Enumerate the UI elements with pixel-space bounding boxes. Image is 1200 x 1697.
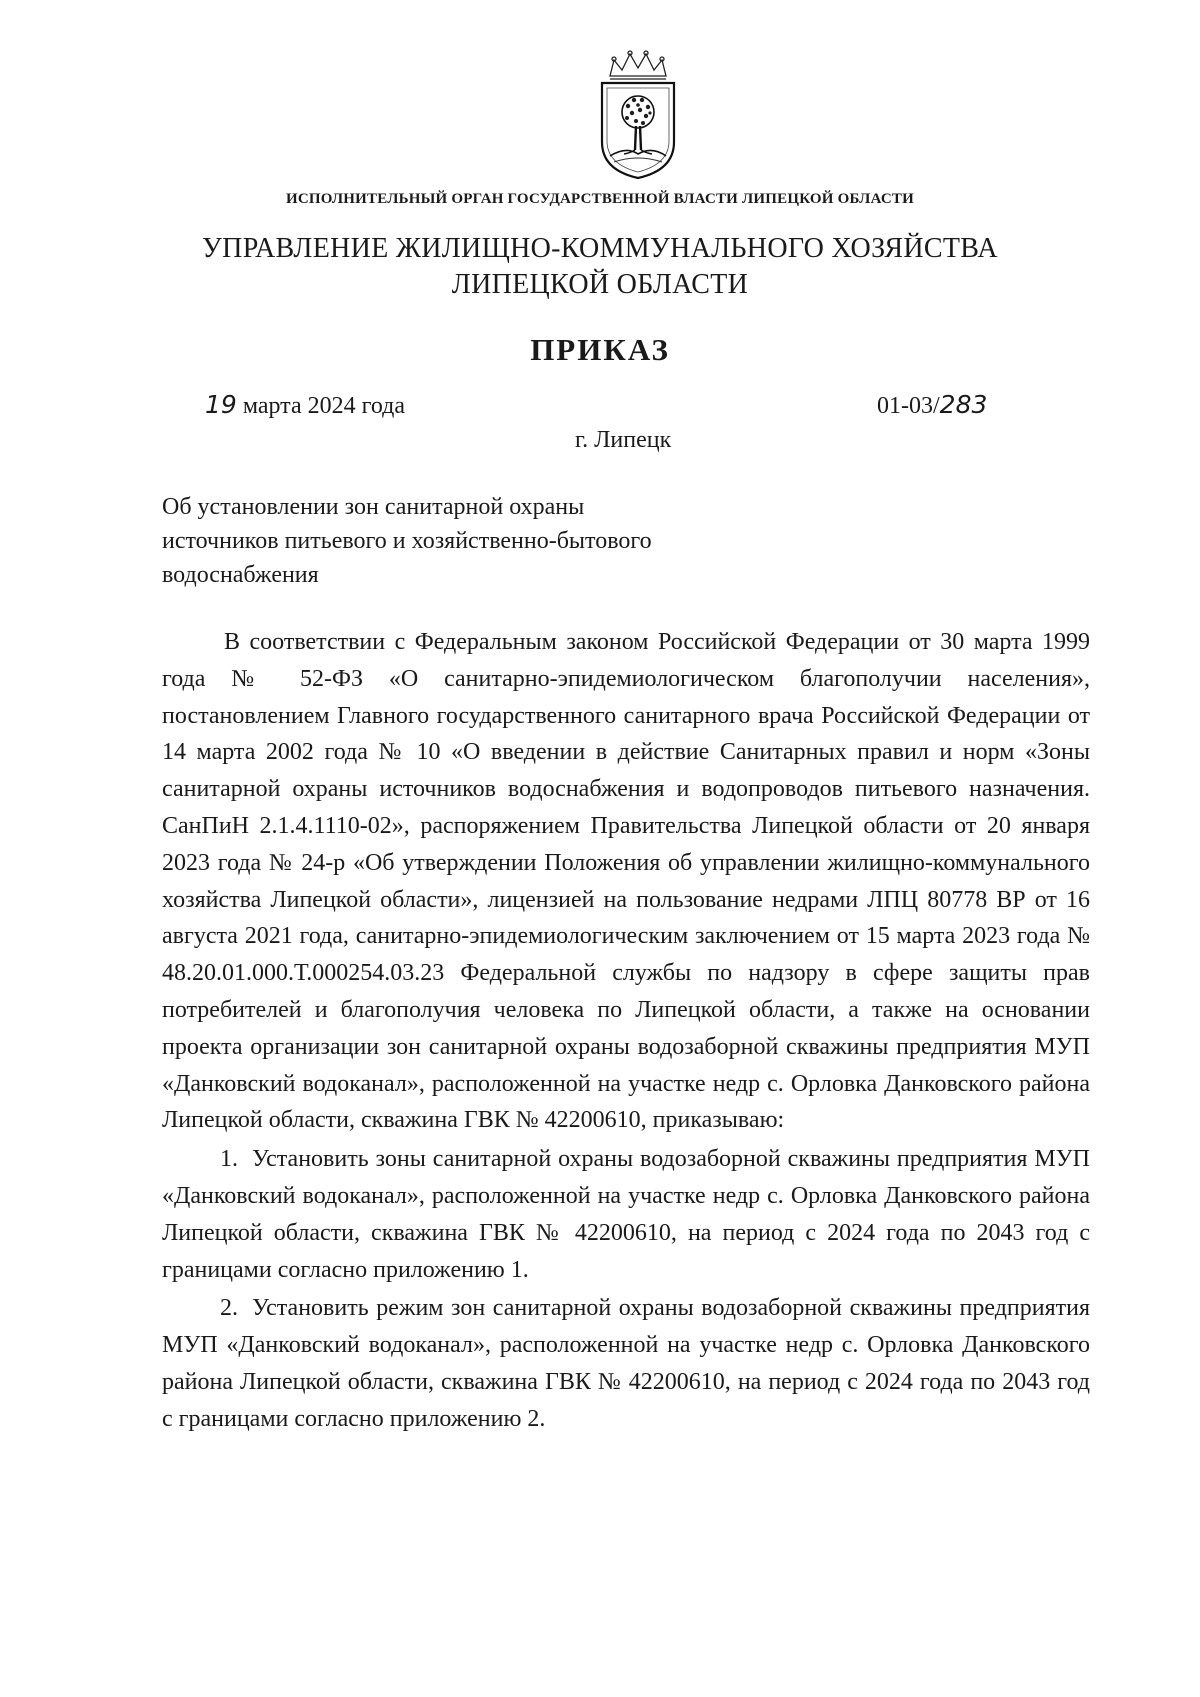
number-prefix: 01-03/ (877, 393, 940, 419)
subject-line1: Об установлении зон санитарной охраны (162, 494, 585, 520)
handwritten-date-day: 19 (205, 390, 237, 419)
date-text: марта 2024 года (236, 393, 406, 419)
handwritten-number: 283 (939, 390, 988, 419)
department-name-line1: УПРАВЛЕНИЕ ЖИЛИЩНО-КОММУНАЛЬНОГО ХОЗЯЙСТВА (202, 233, 998, 264)
document-date (205, 390, 405, 420)
order-item-1 (162, 1141, 1090, 1288)
document-subject (162, 490, 782, 592)
organization-name: ИСПОЛНИТЕЛЬНЫЙ ОРГАН ГОСУДАРСТВЕННОЙ ВЛАСТИ ЛИПЕЦКОЙ ОБЛАСТИ (286, 191, 914, 207)
subject-line2: источников питьевого и хозяйственно-бытового (162, 528, 652, 554)
coat-of-arms-icon (596, 50, 680, 180)
order-item-number: 1. (220, 1146, 238, 1173)
order-item-text: Установить режим зон санитарной охраны водозаборной скважины предприятия МУП «Данковский водоканал», расположенной на участке недр с. Орловка Данковского района Липецкой области, скважина ГВК № 42200610, на период с 2024 года по 2043 год с границами согласно приложению 2. (162, 1295, 1090, 1432)
document-number (877, 390, 987, 420)
document-body (162, 624, 1090, 1438)
subject-line3: водоснабжения (162, 562, 319, 588)
order-item-2 (162, 1290, 1090, 1437)
document-type-title: ПРИКАЗ (530, 332, 670, 367)
order-item-text: Установить зоны санитарной охраны водозаборной скважины предприятия МУП «Данковский водоканал», расположенной на участке недр с. Орловка Данковского района Липецкой области, скважина ГВК № 42200610, на период с 2024 года по 2043 год с границами согласно приложению 1. (162, 1146, 1090, 1283)
order-item-number: 2. (220, 1295, 238, 1322)
city-name: г. Липецк (575, 427, 672, 453)
preamble-paragraph: В соответствии с Федеральным законом Российской Федерации от 30 марта 1999 года № 52-ФЗ «О санитарно-эпидемиологическом благополучии населения», постановлением Главного государственного санитарного врача Российской Федерации от 14 марта 2002 года № 10 «О введении в действие Санитарных правил и норм «Зоны санитарной охраны источников водоснабжения и водопроводов питьевого назначения. СанПиН 2.1.4.1110-02», распоряжением Правительства Липецкой области от 20 января 2023 года № 24-р «Об утверждении Положения об управлении жилищно-коммунального хозяйства Липецкой области», лицензией на пользование недрами ЛПЦ 80778 ВР от 16 августа 2021 года, санитарно-эпидемиологическим заключением от 15 марта 2023 года № 48.20.01.000.Т.000254.03.23 Федеральной службы по надзору в сфере защиты прав потребителей и благополучия человека по Липецкой области, а также на основании проекта организации зон санитарной охраны водозаборной скважины предприятия МУП «Данковский водоканал», расположенной на участке недр с. Орловка Данковского района Липецкой области, скважина ГВК № 42200610, приказываю: (162, 629, 1090, 1134)
department-name-line2: ЛИПЕЦКОЙ ОБЛАСТИ (451, 269, 749, 300)
department-name (0, 231, 1200, 303)
